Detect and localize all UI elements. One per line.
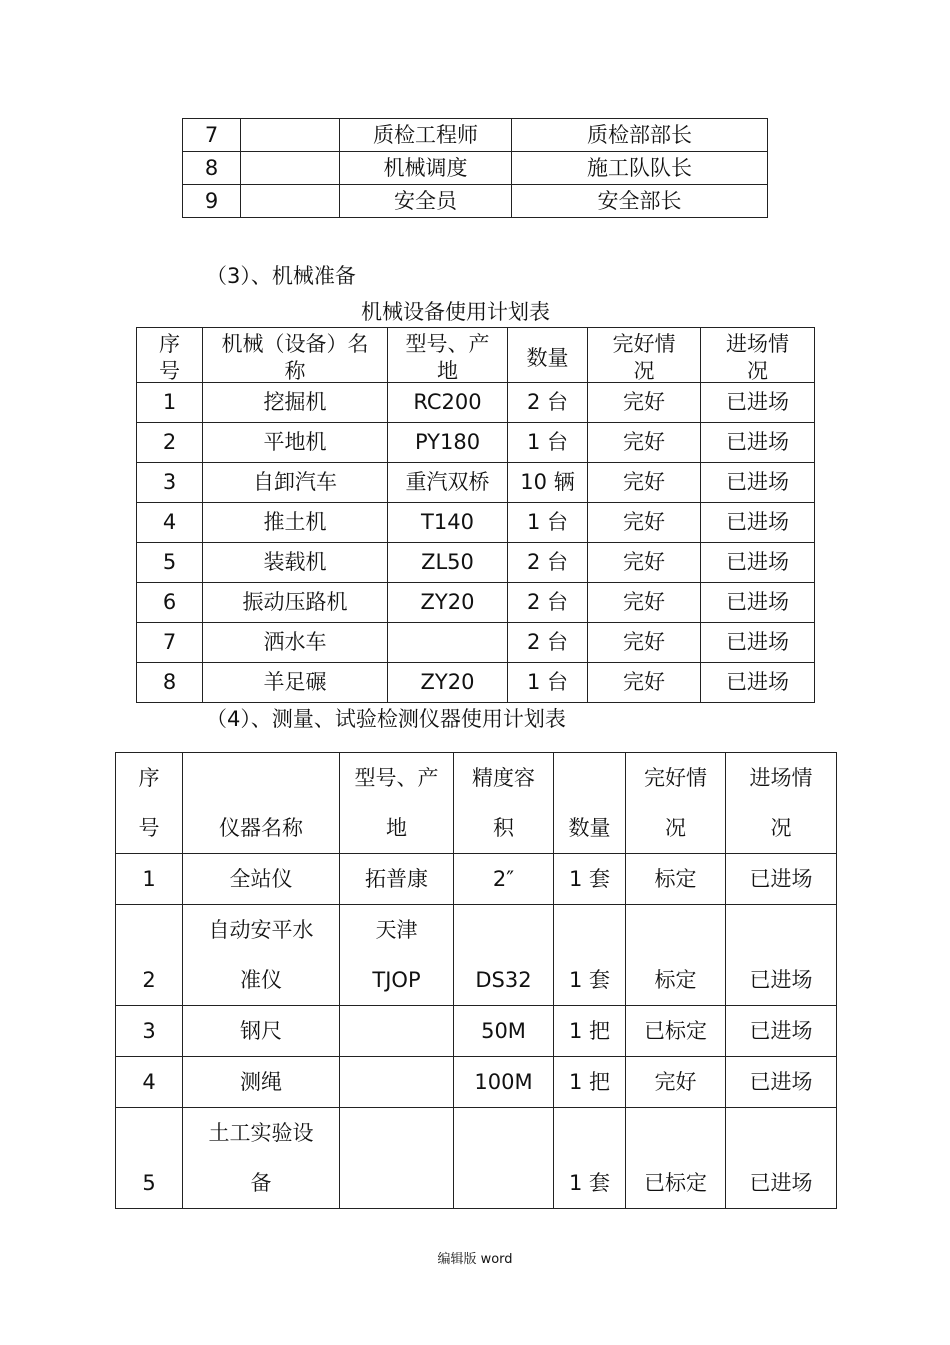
cell-status: 已进场 [701, 583, 815, 623]
cell-qty [554, 1108, 626, 1209]
cell-condition: 完好 [626, 1057, 726, 1108]
cell-model: ZY20 [388, 663, 508, 703]
cell-text: 自动安平水 [208, 918, 314, 942]
cell-name [183, 905, 340, 1006]
cell-text: 备 [250, 1171, 272, 1195]
cell-status: 已进场 [701, 623, 815, 663]
cell-text: 标定 [654, 968, 697, 992]
header-name [203, 328, 388, 383]
cell-qty: 2 台 [508, 543, 588, 583]
cell-status [726, 905, 837, 1006]
cell-text: 1 套 [568, 1171, 611, 1195]
cell-no: 1 [137, 383, 203, 423]
page-footer: 编辑版 word [437, 1252, 513, 1267]
cell-status: 已进场 [701, 663, 815, 703]
header-text: 机械（设备）名 [221, 332, 369, 356]
cell-role: 安全员 [340, 185, 512, 218]
cell-precision [454, 905, 554, 1006]
cell-name: 挖掘机 [203, 383, 388, 423]
header-text: 号 [138, 816, 160, 840]
table-row [116, 854, 837, 905]
header-text: 况 [747, 359, 768, 383]
table-row [116, 1006, 837, 1057]
cell-text: DS32 [475, 968, 532, 992]
cell-name: 测绳 [183, 1057, 340, 1108]
cell-text: 准仪 [240, 968, 282, 992]
cell-name: 推土机 [203, 503, 388, 543]
cell-condition: 完好 [588, 383, 701, 423]
staff-table [182, 118, 768, 218]
header-text: 进场情 [749, 766, 813, 790]
cell-condition: 完好 [588, 503, 701, 543]
cell-no: 1 [116, 854, 183, 905]
header-text: 况 [770, 816, 792, 840]
header-text: 况 [633, 359, 655, 383]
header-text: 序 [138, 766, 160, 790]
cell-role: 质检工程师 [340, 119, 512, 152]
table-row [183, 185, 768, 218]
cell-text: 已标定 [644, 1171, 707, 1195]
cell-qty: 1 把 [554, 1057, 626, 1108]
header-condition [588, 328, 701, 383]
cell-no: 8 [137, 663, 203, 703]
cell-text: 土工实验设 [208, 1121, 314, 1145]
cell-name: 平地机 [203, 423, 388, 463]
cell-model: RC200 [388, 383, 508, 423]
table-row [137, 543, 815, 583]
cell-text [454, 1158, 553, 1208]
header-text: 仪器名称 [219, 816, 303, 840]
header-text: 完好情 [644, 766, 707, 790]
section4-heading: （4）、测量、试验检测仪器使用计划表 [206, 707, 566, 731]
machine-table [136, 327, 815, 703]
cell-condition: 完好 [588, 623, 701, 663]
cell-no: 3 [137, 463, 203, 503]
table-row [137, 623, 815, 663]
cell-role: 机械调度 [340, 152, 512, 185]
cell-qty: 1 台 [508, 423, 588, 463]
table-row [116, 1057, 837, 1108]
cell-no: 4 [116, 1057, 183, 1108]
cell-name [241, 152, 340, 185]
table-row [137, 463, 815, 503]
header-text: 地 [437, 359, 458, 383]
cell-name: 全站仪 [183, 854, 340, 905]
header-text: 地 [386, 816, 407, 840]
cell-model [388, 623, 508, 663]
cell-status: 已进场 [726, 1057, 837, 1108]
cell-no: 4 [137, 503, 203, 543]
cell-name [241, 119, 340, 152]
cell-model: 重汽双桥 [388, 463, 508, 503]
cell-no: 7 [137, 623, 203, 663]
cell-model [340, 1006, 454, 1057]
cell-condition: 完好 [588, 663, 701, 703]
cell-condition [626, 905, 726, 1006]
cell-no: 3 [116, 1006, 183, 1057]
header-status [726, 753, 837, 854]
cell-model [340, 1108, 454, 1209]
cell-name: 洒水车 [203, 623, 388, 663]
header-text: 完好情 [612, 332, 676, 356]
cell-text: 1 套 [568, 968, 611, 992]
cell-qty: 2 台 [508, 383, 588, 423]
cell-status: 已进场 [701, 543, 815, 583]
cell-condition [626, 1108, 726, 1209]
cell-qty: 1 把 [554, 1006, 626, 1057]
cell-condition: 已标定 [626, 1006, 726, 1057]
cell-precision: 2″ [454, 854, 554, 905]
header-text: 数量 [568, 816, 611, 840]
cell-qty: 1 套 [554, 854, 626, 905]
cell-text: 2 [142, 968, 156, 992]
cell-dept: 安全部长 [512, 185, 768, 218]
cell-text [340, 1158, 453, 1208]
cell-qty: 2 台 [508, 583, 588, 623]
cell-name: 振动压路机 [203, 583, 388, 623]
table-row [137, 663, 815, 703]
cell-model: 拓普康 [340, 854, 454, 905]
header-no [116, 753, 183, 854]
cell-name: 自卸汽车 [203, 463, 388, 503]
cell-text: 5 [142, 1171, 156, 1195]
cell-condition: 标定 [626, 854, 726, 905]
cell-text: 已进场 [749, 968, 813, 992]
header-qty [554, 753, 626, 854]
cell-precision [454, 1108, 554, 1209]
cell-condition: 完好 [588, 543, 701, 583]
header-condition [626, 753, 726, 854]
header-status [701, 328, 815, 383]
header-model [340, 753, 454, 854]
header-text: 况 [665, 816, 686, 840]
table-header-row [137, 328, 815, 383]
cell-no: 9 [183, 185, 241, 218]
cell-no: 5 [137, 543, 203, 583]
cell-qty [554, 905, 626, 1006]
header-qty [508, 328, 588, 383]
header-text: 号 [159, 359, 180, 383]
header-text: 精度容 [472, 766, 535, 790]
instrument-table [115, 752, 837, 1209]
header-name [183, 753, 340, 854]
cell-text: TJOP [372, 968, 421, 992]
cell-condition: 完好 [588, 583, 701, 623]
cell-condition: 完好 [588, 423, 701, 463]
table-row [137, 383, 815, 423]
cell-status: 已进场 [701, 503, 815, 543]
cell-status: 已进场 [701, 423, 815, 463]
cell-status: 已进场 [701, 383, 815, 423]
cell-status: 已进场 [726, 1006, 837, 1057]
cell-status: 已进场 [726, 854, 837, 905]
header-text: 进场情 [726, 332, 789, 356]
header-text: 序 [159, 332, 180, 356]
table-row [183, 119, 768, 152]
cell-model [340, 905, 454, 1006]
cell-name [183, 1108, 340, 1209]
table-row [183, 152, 768, 185]
header-model [388, 328, 508, 383]
cell-no [116, 905, 183, 1006]
cell-no: 8 [183, 152, 241, 185]
table-row [116, 905, 837, 1006]
table-row [137, 503, 815, 543]
cell-condition: 完好 [588, 463, 701, 503]
header-precision [454, 753, 554, 854]
cell-text: 天津 [375, 918, 418, 942]
cell-status [726, 1108, 837, 1209]
cell-qty: 10 辆 [508, 463, 588, 503]
cell-no: 2 [137, 423, 203, 463]
section3-heading: （3）、机械准备 [206, 264, 356, 288]
cell-qty: 1 台 [508, 663, 588, 703]
cell-model: ZL50 [388, 543, 508, 583]
cell-no: 7 [183, 119, 241, 152]
cell-qty: 2 台 [508, 623, 588, 663]
table-header-row [116, 753, 837, 854]
cell-precision: 100M [454, 1057, 554, 1108]
cell-name: 钢尺 [183, 1006, 340, 1057]
table-row [116, 1108, 837, 1209]
header-text: 积 [493, 816, 514, 840]
cell-model: T140 [388, 503, 508, 543]
cell-precision: 50M [454, 1006, 554, 1057]
cell-status: 已进场 [701, 463, 815, 503]
machine-table-title: 机械设备使用计划表 [361, 300, 550, 324]
cell-name: 装载机 [203, 543, 388, 583]
header-no [137, 328, 203, 383]
cell-dept: 施工队队长 [512, 152, 768, 185]
cell-text: 已进场 [749, 1171, 813, 1195]
header-text: 称 [284, 359, 306, 383]
cell-dept: 质检部部长 [512, 119, 768, 152]
header-text: 型号、产 [354, 766, 439, 790]
table-row [137, 423, 815, 463]
cell-model: PY180 [388, 423, 508, 463]
cell-qty: 1 台 [508, 503, 588, 543]
cell-name [241, 185, 340, 218]
cell-no [116, 1108, 183, 1209]
cell-model: ZY20 [388, 583, 508, 623]
table-row [137, 583, 815, 623]
cell-model [340, 1057, 454, 1108]
cell-name: 羊足碾 [203, 663, 388, 703]
header-text: 数量 [526, 345, 569, 370]
header-text: 型号、产 [405, 332, 490, 356]
cell-no: 6 [137, 583, 203, 623]
